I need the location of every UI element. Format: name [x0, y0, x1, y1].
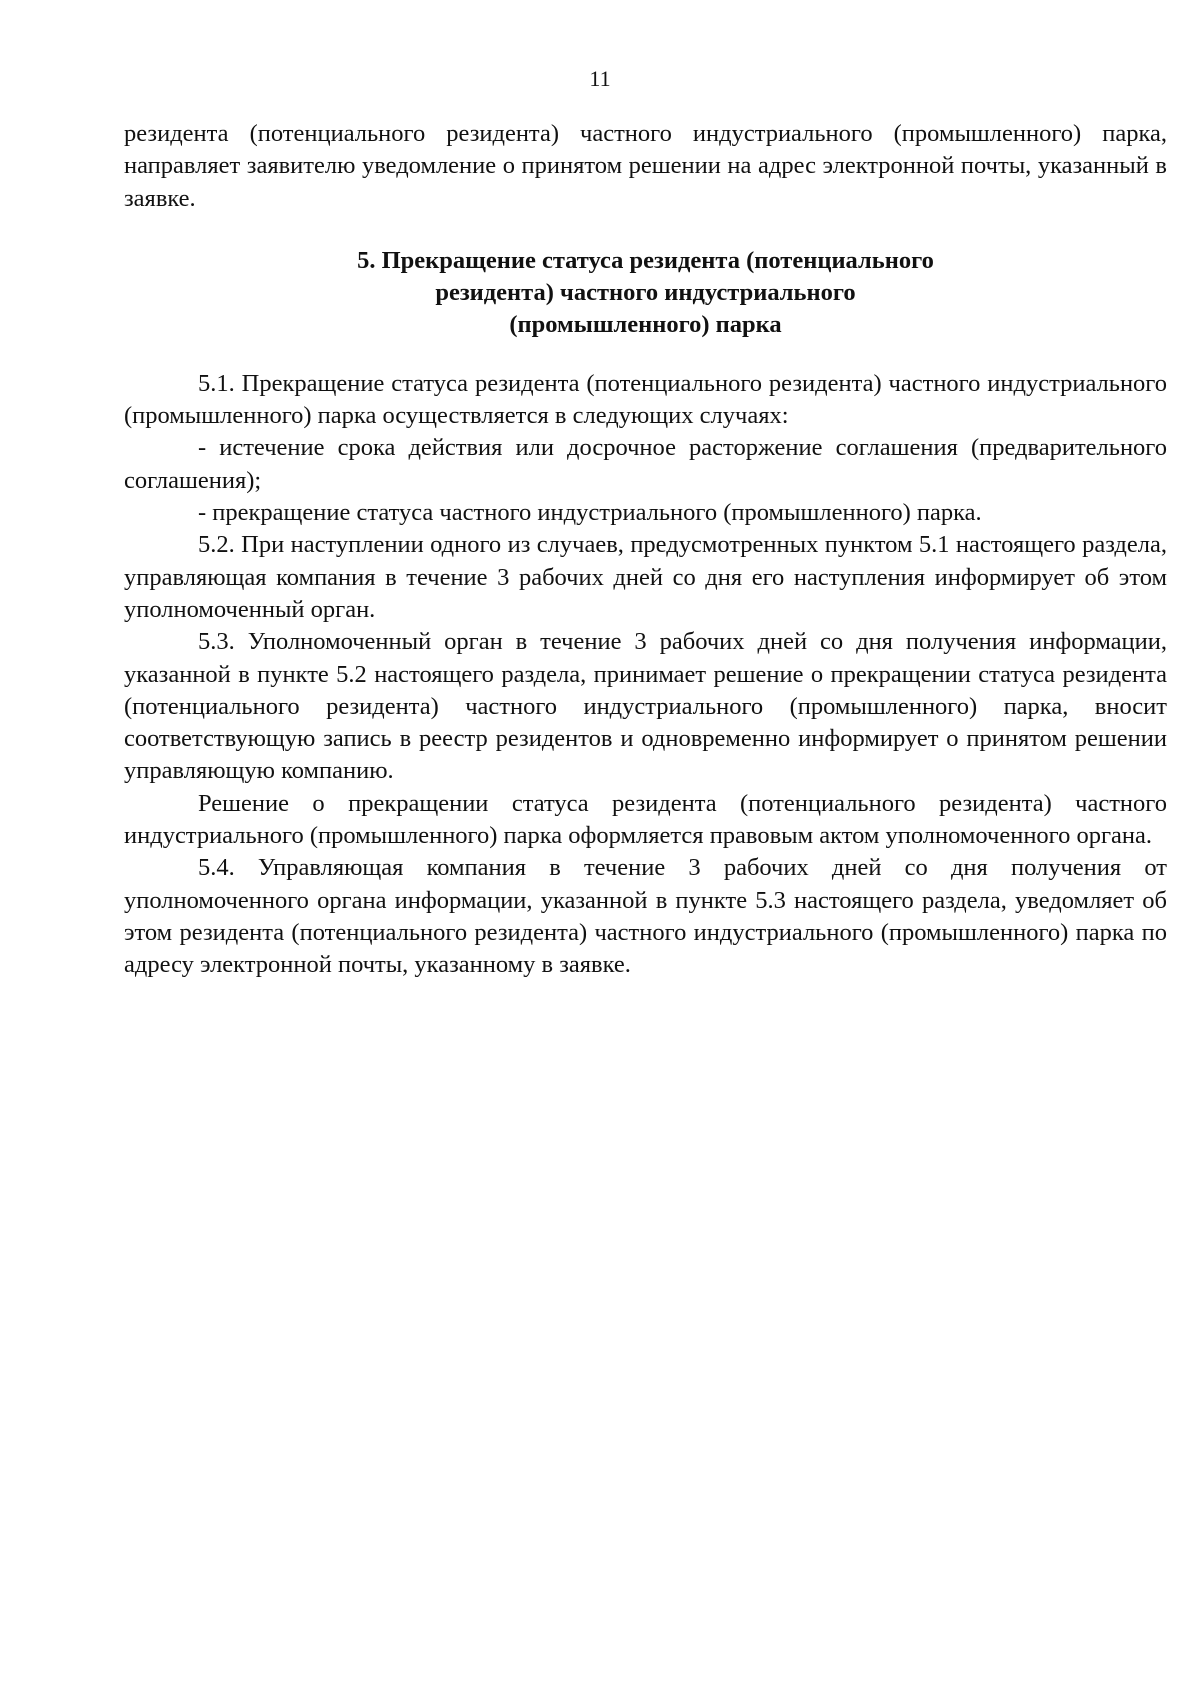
paragraph-decision: Решение о прекращении статуса резидента (потенциального резидента) частного индустриального (промышленного) парка оформляется правовым актом уполномоченного органа. [124, 789, 1167, 850]
section-heading-line-1: 5. Прекращение статуса резидента (потенциального [357, 246, 934, 274]
paragraph-5-1: 5.1. Прекращение статуса резидента (потенциального резидента) частного индустриального (промышленного) парка осуществляется в следующих случаях: [124, 369, 1167, 430]
section-heading [124, 245, 1167, 341]
list-item-agreement-termination: - истечение срока действия или досрочное расторжение соглашения (предварительного соглашения); [124, 434, 1167, 494]
section-heading-line-3: (промышленного) парка [509, 310, 782, 338]
document-body [124, 118, 1167, 982]
paragraph-5-3: 5.3. Уполномоченный орган в течение 3 рабочих дней со дня получения информации, указанной в пункте 5.2 настоящего раздела, принимает решение о прекращении статуса резидента (потенциального резидента) частного индустриального (промышленного) парка, вносит соответствующую запись в реестр резидентов и одновременно информирует о принятом решении управляющую компанию. [124, 628, 1167, 785]
paragraph-5-2: 5.2. При наступлении одного из случаев, предусмотренных пунктом 5.1 настоящего раздела, управляющая компания в течение 3 рабочих дней со дня его наступления информирует об этом уполномоченный орган. [124, 531, 1167, 623]
paragraph-5-4: 5.4. Управляющая компания в течение 3 рабочих дней со дня получения от уполномоченного органа информации, указанной в пункте 5.3 настоящего раздела, уведомляет об этом резидента (потенциального резидента) частного индустриального (промышленного) парка по адресу электронной почты, указанному в заявке. [124, 854, 1167, 979]
list-item-park-status-termination: - прекращение статуса частного индустриального (промышленного) парка. [198, 499, 982, 527]
page-number: 11 [589, 66, 611, 91]
intro-paragraph: резидента (потенциального резидента) частного индустриального (промышленного) парка, направляет заявителю уведомление о принятом решении на адрес электронной почты, указанный в заявке. [124, 120, 1167, 212]
section-heading-line-2: резидента) частного индустриального [435, 278, 856, 306]
